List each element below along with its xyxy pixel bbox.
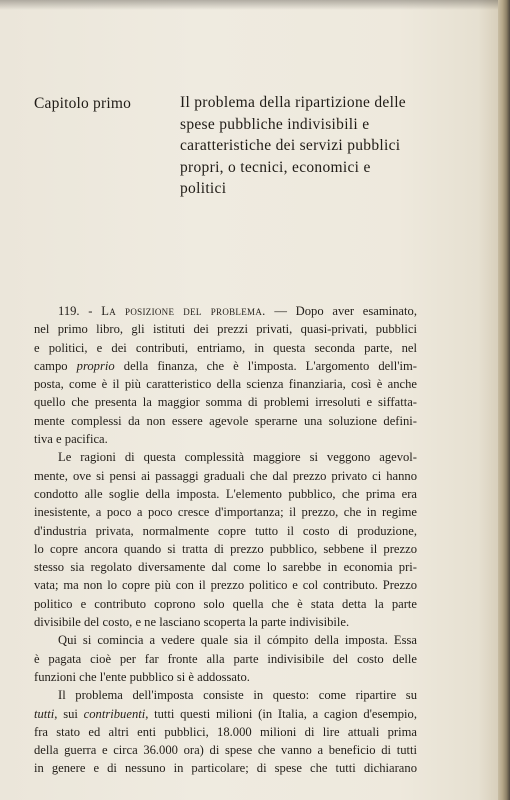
text-line: politico e contributo coprono solo quella che è stata detta la parte — [34, 596, 417, 611]
text-segment: campo — [34, 358, 68, 373]
italic-word: contribuenti — [83, 706, 146, 721]
chapter-title-line: politici — [180, 180, 227, 197]
text-line: funzioni che l'ente pubblico si è addossato. — [34, 669, 250, 684]
text-line: in genere e di nessuno in particolare; di spese che tutti dichiarano — [34, 761, 417, 776]
text-segment: Dopo aver esaminato, — [295, 304, 417, 318]
text-line: posta, come è il più caratteristico della scienza finanziaria, così è anche — [34, 377, 417, 392]
text-line — [34, 357, 417, 375]
text-line: Il problema dell'imposta consiste in questo: come ripartire su — [58, 688, 417, 703]
text-line: mente, ove si pensi ai passaggi graduali che dal prezzo privato ci hanno — [34, 468, 417, 483]
text-line: stesso sia regolato diversamente dal come lo sarebbe in economia pri- — [34, 560, 417, 575]
chapter-title-line: Il problema della ripartizione delle — [180, 94, 406, 111]
text-line: e politici, e dei contributi, entriamo, in questa seconda parte, nel — [34, 340, 417, 355]
text-line — [34, 302, 417, 320]
text-segment: , sui — [54, 706, 78, 721]
text-line: inesistente, a poco a poco cresce d'importanza; il prezzo, che in regime — [34, 505, 417, 520]
text-line: Le ragioni di questa complessità maggiore si veggono agevol- — [58, 450, 417, 465]
text-line: tiva e pacifica. — [34, 432, 108, 447]
text-line: d'industria privata, normalmente copre tutto il costo di produzione, — [34, 523, 417, 538]
text-line: condotto alle soglie della imposta. L'elemento pubblico, che prima era — [34, 486, 417, 501]
chapter-title-line: caratteristiche dei servizi pubblici — [180, 137, 401, 154]
text-line: Qui si comincia a vedere quale sia il cómpito della imposta. Essa — [58, 633, 417, 648]
page-stack-edge — [498, 0, 510, 800]
chapter-title-line: spese pubbliche indivisibili e — [180, 115, 370, 133]
text-line: lo copre ancora quando si tratta di prezzo pubblico, sebbene il prezzo — [34, 541, 417, 556]
text-line: mente complessi da non essere agevole sperarne una soluzione defini- — [34, 413, 417, 428]
section-dash: — — [274, 304, 287, 318]
text-line: nel primo libro, gli istituti dei prezzi privati, quasi-privati, pubblici — [34, 322, 417, 337]
page-top-shadow — [0, 0, 498, 10]
chapter-title — [180, 92, 435, 200]
text-line: quello che presenta la maggior somma di problemi irresoluti e siffatta- — [34, 395, 417, 410]
text-line: divisibile del costo, e ne lasciano scoperta la parte indivisibile. — [34, 615, 350, 630]
text-line — [34, 705, 417, 723]
section-number: 119. - — [58, 304, 93, 318]
text-segment: , tutti questi milioni (in Italia, a cagion d'esempio, — [145, 706, 418, 721]
chapter-label: Capitolo primo — [34, 95, 132, 112]
italic-word: tutti — [34, 706, 55, 721]
section-heading: La posizione del problema. — [101, 304, 266, 318]
italic-word: proprio — [76, 358, 115, 373]
body-text — [34, 302, 417, 778]
text-line: della guerra e circa 36.000 ora) di spese che vanno a beneficio di tutti — [34, 743, 417, 758]
text-line: è pagata cioè per far fronte alla parte indivisibile del costo delle — [34, 651, 417, 666]
chapter-title-line: propri, o tecnici, economici e — [180, 158, 371, 176]
text-segment: della finanza, che è l'imposta. L'argomento dell'im- — [123, 358, 417, 373]
text-line: vata; ma non lo copre più con il prezzo politico e col contributo. Prezzo — [34, 578, 417, 593]
text-line: fra stato ed altri enti pubblici, 18.000 milioni di lire attuali prima — [34, 724, 417, 739]
